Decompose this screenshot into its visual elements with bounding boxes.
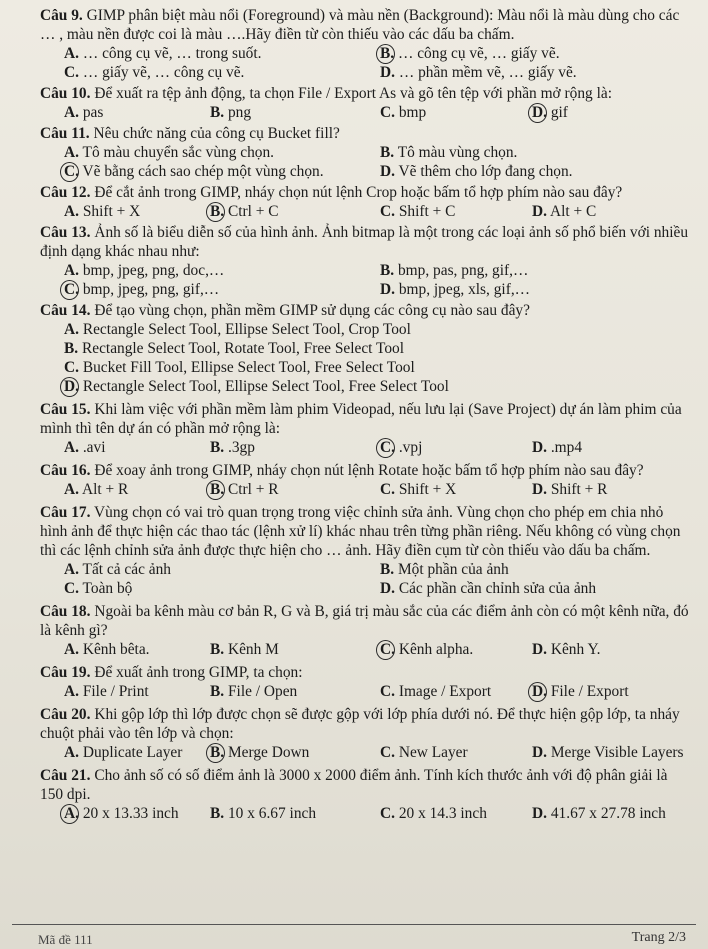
option-row — [40, 143, 690, 162]
answer-option — [532, 103, 568, 122]
answer-option — [380, 560, 509, 579]
option-letter: C. — [380, 805, 395, 822]
question-body: Để xuất ra tệp ảnh động, ta chọn File / Export As và gõ tên tệp với phần mở rộng là: — [94, 85, 612, 102]
option-letter: D. — [380, 281, 395, 298]
option-letter: B. — [210, 805, 225, 822]
option-letter: B. — [380, 262, 395, 279]
option-letter: C. — [380, 439, 395, 456]
answer-option — [210, 438, 255, 457]
option-letter: D. — [532, 203, 547, 220]
answer-option — [380, 480, 456, 499]
answer-option — [64, 202, 140, 221]
answer-option — [64, 103, 103, 122]
answer-option — [64, 378, 449, 395]
answer-option — [380, 438, 422, 457]
option-letter: A. — [64, 321, 79, 338]
option-text: Merge Visible Layers — [550, 744, 684, 761]
exam-code: Mã đề 111 — [38, 932, 93, 947]
option-letter: A. — [64, 641, 79, 658]
option-text: .avi — [82, 439, 106, 456]
option-letter: A. — [64, 104, 79, 121]
option-text: Vẽ bằng cách sao chép một vùng chọn. — [82, 163, 324, 180]
question-number: Câu 13. — [40, 224, 91, 241]
question-list — [40, 6, 690, 823]
answer-option — [380, 202, 455, 221]
option-column — [40, 320, 690, 396]
option-text: Tô màu chuyển sắc vùng chọn. — [82, 144, 275, 161]
question-number: Câu 9. — [40, 7, 83, 24]
answer-option — [64, 480, 128, 499]
answer-option — [64, 44, 262, 63]
answer-option — [64, 280, 219, 299]
option-letter: C. — [64, 359, 79, 376]
answer-option — [380, 103, 426, 122]
answer-option — [380, 261, 528, 280]
option-text: Bucket Fill Tool, Ellipse Select Tool, Free Select Tool — [82, 359, 415, 376]
answer-option — [532, 438, 582, 457]
answer-option — [64, 340, 404, 357]
question-number: Câu 10. — [40, 85, 91, 102]
option-text: Rectangle Select Tool, Ellipse Select Tool, Free Select Tool — [82, 378, 449, 395]
answer-option — [64, 579, 132, 598]
option-text: Alt + R — [81, 481, 129, 498]
option-text: bmp, jpeg, xls, gif,… — [398, 281, 531, 298]
question-text — [40, 461, 690, 480]
option-text: bmp, pas, png, gif,… — [397, 262, 529, 279]
question-number: Câu 16. — [40, 462, 91, 479]
option-text: gif — [550, 104, 568, 121]
answer-option — [210, 640, 279, 659]
answer-option — [380, 280, 530, 299]
option-letter: D. — [64, 378, 79, 395]
option-letter: D. — [532, 104, 547, 121]
option-letter: D. — [532, 641, 547, 658]
option-letter: B. — [210, 104, 225, 121]
answer-option — [380, 44, 560, 63]
option-letter: B. — [210, 744, 225, 761]
question-number: Câu 19. — [40, 664, 91, 681]
option-text: .vpj — [398, 439, 423, 456]
option-letter: A. — [64, 203, 79, 220]
question-number: Câu 20. — [40, 706, 91, 723]
answer-option — [532, 804, 666, 823]
question-text — [40, 124, 690, 143]
option-letter: D. — [380, 580, 395, 597]
question-body: Để xuất ảnh trong GIMP, ta chọn: — [94, 664, 303, 681]
answer-option — [380, 162, 573, 181]
answer-option — [64, 321, 411, 338]
question-body: Ảnh số là biểu diễn số của hình ảnh. Ảnh bitmap là một trong các loại ảnh số phổ biến với nhiều định dạng khác nhau như: — [40, 224, 689, 260]
option-letter: A. — [64, 439, 79, 456]
option-text: Ctrl + R — [227, 481, 279, 498]
answer-option — [64, 640, 150, 659]
option-text: Kênh Y. — [550, 641, 601, 658]
option-letter: D. — [532, 439, 547, 456]
answer-option — [64, 743, 182, 762]
answer-option — [210, 743, 309, 762]
option-text: File / Print — [82, 683, 149, 700]
answer-option — [210, 103, 251, 122]
option-row — [40, 640, 690, 659]
question-number: Câu 12. — [40, 184, 91, 201]
question-body: Để xoay ảnh trong GIMP, nháy chọn nút lệnh Rotate hoặc bấm tổ hợp phím nào sau đây? — [94, 462, 644, 479]
option-text: .mp4 — [550, 439, 583, 456]
option-row — [40, 579, 690, 598]
option-text: … công cụ vẽ, … giấy vẽ. — [397, 45, 560, 62]
option-letter: A. — [64, 481, 79, 498]
question-number: Câu 21. — [40, 767, 91, 784]
answer-option — [64, 162, 324, 181]
answer-option — [64, 261, 224, 280]
option-text: Shift + C — [398, 203, 456, 220]
option-letter: D. — [380, 163, 395, 180]
option-letter: D. — [380, 64, 395, 81]
answer-option — [210, 804, 316, 823]
option-text: … giấy vẽ, … công cụ vẽ. — [82, 64, 245, 81]
option-text: Shift + X — [398, 481, 457, 498]
option-text: Tô màu vùng chọn. — [397, 144, 518, 161]
question-text — [40, 400, 690, 438]
question-text — [40, 663, 690, 682]
option-text: Alt + C — [549, 203, 597, 220]
option-row — [40, 480, 690, 499]
option-letter: C. — [380, 683, 395, 700]
option-text: 20 x 13.33 inch — [82, 805, 179, 822]
answer-option — [532, 202, 596, 221]
question-text — [40, 503, 690, 560]
option-text: New Layer — [398, 744, 468, 761]
answer-option — [532, 682, 629, 701]
option-text: bmp — [398, 104, 427, 121]
answer-option — [380, 579, 596, 598]
option-text: File / Open — [227, 683, 298, 700]
option-text: Kênh M — [227, 641, 279, 658]
question-body: Cho ảnh số có số điểm ảnh là 3000 x 2000 điểm ảnh. Tính kích thước ảnh với độ phân giải là 150 dpi. — [40, 767, 668, 803]
question-number: Câu 15. — [40, 401, 91, 418]
option-row — [40, 743, 690, 762]
answer-option — [532, 480, 607, 499]
answer-option — [210, 202, 279, 221]
answer-option — [64, 143, 274, 162]
option-letter: C. — [64, 163, 79, 180]
option-text: Kênh alpha. — [398, 641, 474, 658]
option-letter: B. — [210, 203, 225, 220]
answer-option — [380, 143, 517, 162]
option-row — [40, 103, 690, 122]
option-text: Một phần của ảnh — [397, 561, 509, 578]
answer-option — [532, 743, 684, 762]
question-body: Ngoài ba kênh màu cơ bản R, G và B, giá trị màu sắc của các điểm ảnh còn có một kênh nữa, đó là kênh gì? — [40, 603, 689, 639]
option-text: Kênh bêta. — [82, 641, 150, 658]
footer-divider — [12, 924, 696, 925]
option-letter: C. — [380, 641, 395, 658]
answer-option — [380, 640, 473, 659]
option-row — [40, 261, 690, 280]
question-number: Câu 14. — [40, 302, 91, 319]
option-letter: A. — [64, 262, 79, 279]
option-text: png — [227, 104, 252, 121]
question-text — [40, 705, 690, 743]
question-body: Để tạo vùng chọn, phần mềm GIMP sử dụng các công cụ nào sau đây? — [94, 302, 530, 319]
option-letter: B. — [64, 340, 79, 357]
option-text: Merge Down — [227, 744, 310, 761]
option-letter: A. — [64, 45, 79, 62]
question-number: Câu 11. — [40, 125, 90, 142]
option-letter: B. — [210, 481, 225, 498]
answer-option — [380, 63, 577, 82]
question-text — [40, 84, 690, 103]
option-row — [40, 280, 690, 299]
option-text: Ctrl + C — [227, 203, 279, 220]
option-letter: A. — [64, 144, 79, 161]
option-row — [40, 44, 690, 63]
answer-option — [64, 560, 171, 579]
question-text — [40, 6, 690, 44]
answer-option — [532, 640, 600, 659]
answer-option — [64, 359, 415, 376]
option-text: 10 x 6.67 inch — [227, 805, 317, 822]
option-text: 41.67 x 27.78 inch — [550, 805, 666, 822]
option-letter: D. — [532, 481, 547, 498]
option-text: 20 x 14.3 inch — [398, 805, 487, 822]
option-text: bmp, jpeg, png, doc,… — [82, 262, 225, 279]
question-body: GIMP phân biệt màu nổi (Foreground) và màu nền (Background): Màu nổi là màu dùng cho các … , màu nền được coi là màu ….Hãy điền từ còn thiếu vào các dấu ba chấm. — [40, 7, 680, 43]
option-letter: A. — [64, 744, 79, 761]
option-row — [40, 804, 690, 823]
option-letter: C. — [380, 481, 395, 498]
option-row — [40, 682, 690, 701]
option-letter: B. — [210, 641, 225, 658]
question-body: Vùng chọn có vai trò quan trọng trong việc chỉnh sửa ảnh. Vùng chọn cho phép em chia nhỏ hình ảnh để thực hiện các thao tác (lệnh xử lí) khác nhau trên từng phần riêng. Nếu không có vùng chọn thì các lệnh chỉnh sửa ảnh được thực hiện cho … ảnh. Hãy điền cụm từ còn thiếu vào dấu ba chấm. — [40, 504, 681, 559]
option-letter: C. — [64, 64, 79, 81]
option-letter: D. — [532, 805, 547, 822]
option-text: Duplicate Layer — [82, 744, 183, 761]
question-text — [40, 223, 690, 261]
question-number: Câu 17. — [40, 504, 91, 521]
option-text: Tất cả các ảnh — [82, 561, 171, 578]
answer-option — [210, 682, 297, 701]
question-body: Khi làm việc với phần mềm làm phim Videopad, nếu lưu lại (Save Project) dự án làm phim của mình thì tên dự án có phần mở rộng là: — [40, 401, 682, 437]
question-text — [40, 766, 690, 804]
option-letter: C. — [380, 203, 395, 220]
answer-option — [380, 804, 487, 823]
option-letter: A. — [64, 683, 79, 700]
option-text: .3gp — [227, 439, 255, 456]
option-letter: C. — [380, 104, 395, 121]
answer-option — [64, 804, 179, 823]
page-footer — [0, 922, 708, 949]
option-text: … phần mềm vẽ, … giấy vẽ. — [398, 64, 577, 81]
option-text: … công cụ vẽ, … trong suốt. — [82, 45, 262, 62]
option-text: File / Export — [550, 683, 629, 700]
question-body: Nêu chức năng của công cụ Bucket fill? — [93, 125, 340, 142]
question-number: Câu 18. — [40, 603, 91, 620]
option-row — [40, 63, 690, 82]
option-row — [40, 202, 690, 221]
question-body: Để cắt ảnh trong GIMP, nháy chọn nút lệnh Crop hoặc bấm tổ hợp phím nào sau đây? — [94, 184, 623, 201]
option-text: Shift + R — [550, 481, 608, 498]
option-letter: C. — [380, 744, 395, 761]
option-letter: D. — [532, 683, 547, 700]
option-letter: B. — [380, 45, 395, 62]
option-row — [40, 162, 690, 181]
question-text — [40, 602, 690, 640]
option-letter: D. — [532, 744, 547, 761]
option-text: bmp, jpeg, png, gif,… — [82, 281, 220, 298]
answer-option — [380, 682, 491, 701]
option-text: Toàn bộ — [82, 580, 133, 597]
answer-option — [64, 682, 149, 701]
option-letter: B. — [210, 439, 225, 456]
option-text: pas — [82, 104, 104, 121]
option-letter: A. — [64, 805, 79, 822]
option-text: Rectangle Select Tool, Ellipse Select Tool, Crop Tool — [82, 321, 411, 338]
question-text — [40, 183, 690, 202]
option-letter: C. — [64, 580, 79, 597]
option-text: Shift + X — [82, 203, 141, 220]
option-letter: C. — [64, 281, 79, 298]
option-text: Các phần cần chỉnh sửa của ảnh — [398, 580, 597, 597]
option-letter: B. — [380, 561, 395, 578]
answer-option — [210, 480, 279, 499]
option-letter: B. — [380, 144, 395, 161]
option-row — [40, 560, 690, 579]
answer-option — [64, 63, 244, 82]
answer-option — [64, 438, 105, 457]
option-letter: B. — [210, 683, 225, 700]
option-row — [40, 438, 690, 457]
answer-option — [380, 743, 468, 762]
question-body: Khi gộp lớp thì lớp được chọn sẽ được gộp với lớp phía dưới nó. Để thực hiện gộp lớp, ta nháy chuột phải vào tên lớp và chọn: — [40, 706, 680, 742]
option-text: Image / Export — [398, 683, 492, 700]
page-number: Trang 2/3 — [631, 930, 686, 945]
option-text: Vẽ thêm cho lớp đang chọn. — [398, 163, 573, 180]
option-text: Rectangle Select Tool, Rotate Tool, Free Select Tool — [81, 340, 405, 357]
question-text — [40, 301, 690, 320]
option-letter: A. — [64, 561, 79, 578]
